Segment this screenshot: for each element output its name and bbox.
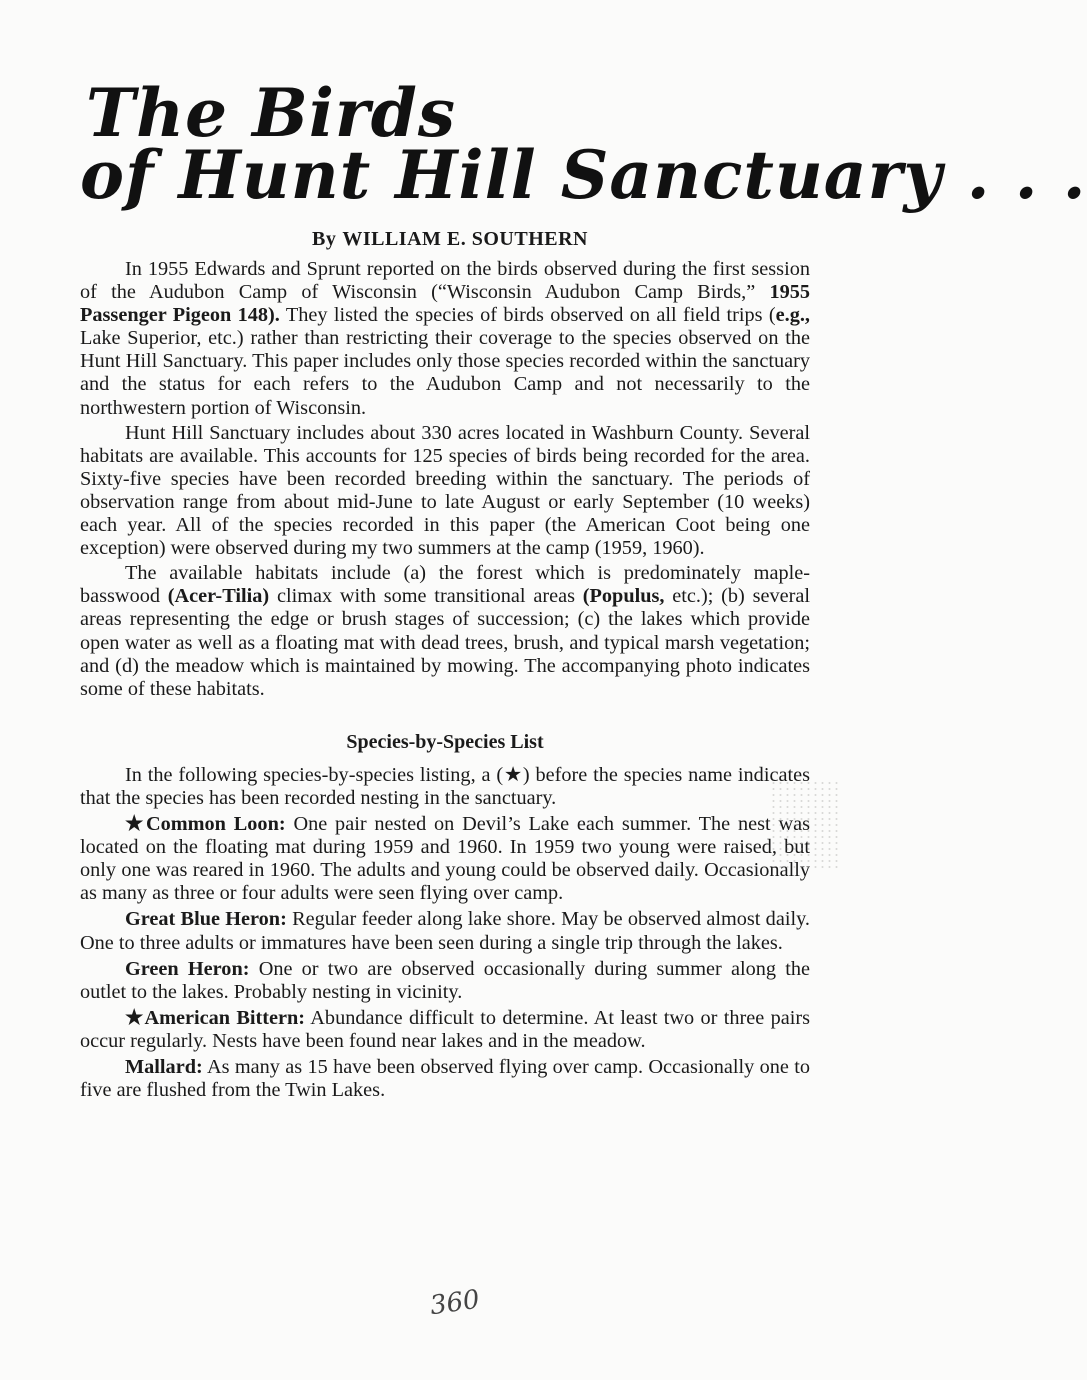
intro-p1-text-a: In 1955 Edwards and Sprunt reported on the birds observed during the first session of the Audubon Camp of Wisconsin (“Wisconsin Audubon Camp Birds,” [80, 258, 810, 304]
intro-p3-text-b: climax with some transitional areas [276, 585, 575, 608]
species-description: As many as 15 have been observed flying over camp. Occasionally one to five are flushed from the Twin Lakes. [80, 1056, 811, 1102]
section-heading: Species-by-Species List [346, 730, 544, 753]
article-body [80, 258, 810, 1102]
intro-p3-text-c: etc.); (b) several areas representing the edge or brush stages of succession; (c) the lakes which provide open water as well as a floating mat with dead trees, brush, and typical marsh vegetation; and (d) the meadow which is maintained by mowing. The accompanying photo indicates some of these habitats. [80, 585, 810, 700]
author-name: WILLIAM E. SOUTHERN [342, 228, 588, 250]
handwritten-page-number: 360 [428, 1284, 482, 1322]
species-name: Common Loon: [145, 813, 286, 836]
intro-paragraph-3 [80, 562, 810, 701]
species-description: One pair nested on Devil’s Lake each summer. The nest was located on the floating mat during 1959 and 1960. In 1959 two young were raised, but only one was reared in 1960. The adults and young could be observed daily. Occasionally as many as three or four adults were seen flying over camp. [80, 813, 810, 905]
citation-reference: 1955 Passenger Pigeon 148). [80, 281, 811, 327]
intro-p1-text-b: They listed the species of birds observed on all field trips ( [285, 304, 776, 327]
genus-populus: (Populus, [582, 585, 665, 608]
species-name: Mallard: [125, 1056, 203, 1078]
species-name: Great Blue Heron: [125, 908, 287, 931]
paper-speckle-decoration [770, 780, 840, 870]
species-entry-american-bittern [80, 1007, 810, 1053]
article-title-line-2: of Hunt Hill Sanctuary . . . [80, 136, 1087, 214]
nesting-star-icon: ★ [125, 813, 146, 836]
intro-p3-text-a: The available habitats include (a) the forest which is predominately maple-basswood [80, 562, 810, 608]
nesting-star-icon: ★ [125, 1006, 145, 1029]
byline [0, 228, 900, 251]
genus-acer-tilia: (Acer-Tilia) [167, 585, 270, 608]
species-entry-mallard [80, 1056, 810, 1102]
species-description: Abundance difficult to determine. At least two or three pairs occur regularly. Nests have been found near lakes and in the meadow. [80, 1006, 811, 1052]
species-description: Regular feeder along lake shore. May be observed almost daily. One to three adults or immatures have been seen during a single trip through the lakes. [80, 908, 810, 954]
species-entry-common-loon [80, 813, 810, 905]
intro-paragraph-2: Hunt Hill Sanctuary includes about 330 acres located in Washburn County. Several habitats are available. This accounts for 125 species of birds being recorded for the area. Sixty-five species have been recorded breeding within the sanctuary. The periods of observation range from about mid-June to late August or early September (10 weeks) each year. All of the species recorded in this paper (the American Coot being one exception) were observed during my two summers at the camp (1959, 1960). [80, 421, 810, 560]
intro-paragraph-1 [80, 258, 810, 420]
species-entry-great-blue-heron [80, 908, 810, 954]
species-description: One or two are observed occasionally during summer along the outlet to the lakes. Probably nesting in vicinity. [80, 957, 811, 1003]
species-name: American Bittern: [144, 1006, 306, 1029]
eg-abbreviation: e.g., [775, 304, 810, 327]
byline-prefix: By [312, 228, 337, 250]
section-intro: In the following species-by-species listing, a (★) before the species name indicates that the species has been recorded nesting in the sanctuary. [80, 763, 810, 809]
article-title-line-1: The Birds [86, 74, 457, 152]
species-name: Green Heron: [125, 957, 250, 980]
species-entry-green-heron [80, 958, 810, 1004]
intro-p1-text-c: Lake Superior, etc.) rather than restricting their coverage to the species observed on the Hunt Hill Sanctuary. This paper includes only those species recorded within the sanctuary and the status for each refers to the Audubon Camp and not necessarily to the northwestern portion of Wisconsin. [80, 327, 810, 419]
